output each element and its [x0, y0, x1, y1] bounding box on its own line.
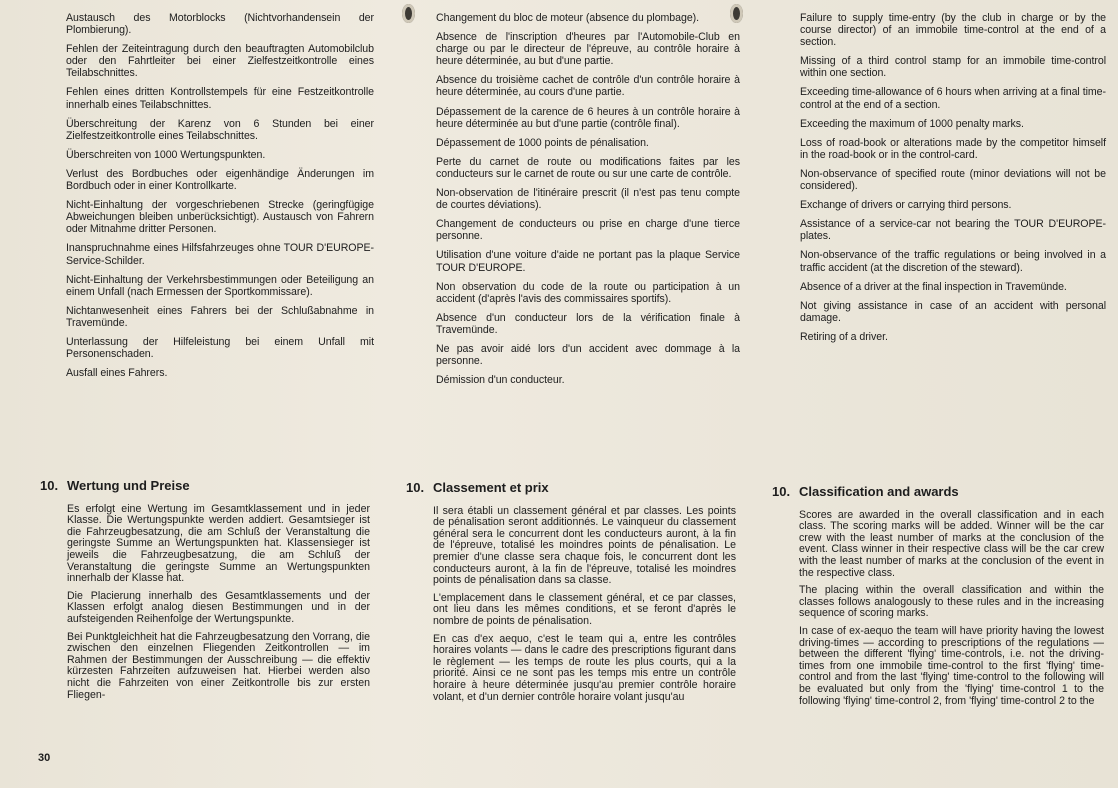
list-item: Ausfall eines Fahrers. [66, 367, 168, 380]
list-item: Exceeding the maximum of 1000 penalty marks. [800, 117, 1024, 130]
list-item: Loss of road-book or alterations made by the competitor himself in the road-book or in the control-card. [800, 136, 1106, 161]
list-item: Inanspruchnahme eines Hilfsfahrzeuges ohne TOUR D'EUROPE-Service-Schilder. [66, 242, 374, 267]
list-item: Not giving assistance in case of an accident with personal damage. [800, 299, 1106, 324]
french-list [436, 12, 740, 393]
list-item: Fehlen der Zeiteintragung durch den beauftragten Automobilclub oder den Fahrtleiter bei einer Zielfestzeitkontrolle eines Teilabschnittes. [66, 43, 374, 80]
list-item: Dépassement de la carence de 6 heures à un contrôle horaire à heure déterminée au but d'une partie (contrôle final). [436, 105, 740, 130]
section-title: Classification and awards [799, 484, 959, 499]
list-item: Failure to supply time-entry (by the club in charge or by the course director) of an immobile time-control at the end of a section. [800, 12, 1106, 49]
paragraph: Scores are awarded in the overall classification and in each class. The scoring marks will be added. Winner will be the car crew with the least number of marks at the conclusion of the event. Class winner in their respective class will be the car crew with the least number of marks at the conclusion of the event in the respective class. [799, 508, 1104, 579]
section-heading [40, 480, 370, 492]
german-list [66, 12, 374, 386]
list-item: Non-observation de l'itinéraire prescrit (il n'est pas tenu compte de courtes déviations). [436, 187, 740, 212]
section-body [799, 510, 1104, 708]
list-item: Changement du bloc de moteur (absence du plombage). [436, 12, 700, 24]
paragraph: Bei Punktgleichheit hat die Fahrzeugbesatzung den Vorrang, die zwischen den einzelnen Fliegenden Zeitkontrollen — im Rahmen der Bestimmungen der Ausschreibung — die effektiv kürzesten Fahrzeiten aufzuweisen hat. Hierbei werden also nicht die Fahrzeiten von einer Zeitkontrolle bis zur ersten Fliegen- [67, 630, 370, 701]
list-item: Absence de l'inscription d'heures par l'Automobile-Club en charge ou par le directeur de l'épreuve, au contrôle horaire à heure déterminée, au but d'une partie. [436, 31, 740, 68]
list-item: Ne pas avoir aidé lors d'un accident avec dommage à la personne. [436, 342, 740, 368]
paragraph: The placing within the overall classification and within the classes follows analogously to these rules and in the increasing sequence of scoring marks. [799, 584, 1104, 620]
list-item: Unterlassung der Hilfeleistung bei einem Unfall mit Personenschaden. [66, 335, 374, 361]
paragraph: Die Placierung innerhalb des Gesamtklassements und der Klassen erfolgt analog diesen Bestimmungen und in der aufsteigenden Reihenfolge der Wertungspunkte. [67, 589, 370, 625]
list-item: Überschreiten von 1000 Wertungspunkten. [66, 148, 266, 161]
list-item: Austausch des Motorblocks (Nichtvorhandensein der Plombierung). [66, 12, 374, 37]
section-number: 10. [40, 478, 59, 493]
english-section-10 [772, 486, 1104, 713]
list-item: Missing of a third control stamp for an immobile time-control within one section. [800, 55, 1106, 80]
list-item: Exchange of drivers or carrying third persons. [800, 199, 1012, 212]
list-item: Utilisation d'une voiture d'aide ne portant pas la plaque Service TOUR D'EUROPE. [436, 249, 740, 274]
list-item: Absence d'un conducteur lors de la vérification finale à Travemünde. [436, 311, 740, 336]
section-heading [406, 482, 736, 494]
list-item: Non-observance of the traffic regulations or being involved in a traffic accident (at the discretion of the steward). [800, 249, 1106, 274]
list-item: Absence du troisième cachet de contrôle d'un contrôle horaire à heure déterminée, au cours d'une partie. [436, 74, 740, 99]
paragraph: In case of ex-aequo the team will have priority having the lowest driving-times — according to prescriptions of the regulations — between the different 'flying' time-controls, i.e. not the driving-times from one immobile time-control to the first 'flying' time-control and from the last 'flying' time-control to the following will be evaluated but only from the 'flying' time-control 1 to the following 'flying' time-control 2, from 'flying' time-control 2 to the [799, 624, 1104, 707]
section-title: Wertung und Preise [67, 478, 190, 493]
section-body [67, 504, 370, 702]
list-item: Non observation du code de la route ou participation à un accident (d'après l'avis des commissaires sportifs). [436, 280, 740, 305]
list-item: Überschreitung der Karenz von 6 Stunden bei einer Zielfestzeitkontrolle eines Teilabschnittes. [66, 117, 374, 142]
list-item: Démission d'un conducteur. [436, 374, 565, 387]
list-item: Nicht-Einhaltung der Verkehrsbestimmungen oder Beteiligung an einem Unfall (nach Ermessen der Sportkommissare). [66, 273, 374, 298]
list-item: Nichtanwesenheit eines Fahrers bei der Schlußabnahme in Travemünde. [66, 304, 374, 329]
list-item: Retiring of a driver. [800, 330, 888, 343]
paragraph: Es erfolgt eine Wertung im Gesamtklassement und in jeder Klasse. Die Wertungspunkte werden addiert. Gesamtsieger ist die Fahrzeugbesatzung, die am Schluß der Veranstaltung die geringste Summe an Wertungspunkten hat. Klassensieger ist jeweils die Fahrzeugbesatzung, die am Schluß der Veranstaltung die geringste Summe an Wertungspunkten innerhalb der Klasse hat. [67, 502, 370, 585]
list-item: Changement de conducteurs ou prise en charge d'une tierce personne. [436, 218, 740, 243]
paragraph: Il sera établi un classement général et par classes. Les points de pénalisation seront additionnés. Le vainqueur du classement général sera le concurrent dont les conducteurs auront, à la fin de l'épreuve, totalisé les moindres points de pénalisation. Le premier d'une classe sera chaque fois, le concurrent dont les conducteurs auront, à la fin de l'épreuve, totalisé les moindres points de pénalisation dans sa classe. [433, 504, 736, 587]
list-item: Exceeding time-allowance of 6 hours when arriving at a final time-control at the end of a section. [800, 86, 1106, 111]
section-body [433, 506, 736, 704]
list-item: Assistance of a service-car not bearing the TOUR D'EUROPE-plates. [800, 218, 1106, 243]
list-item: Verlust des Bordbuches oder eigenhändige Änderungen im Bordbuch oder in einer Kontrollkarte. [66, 167, 374, 193]
list-item: Non-observance of specified route (minor deviations will not be considered). [800, 167, 1106, 193]
paragraph: L'emplacement dans le classement général, et ce par classes, ont lieu dans les mêmes conditions, et se feront d'après le nombre de points de pénalisation. [433, 591, 736, 627]
paragraph: En cas d'ex aequo, c'est le team qui a, entre les contrôles horaires volants — dans le cadre des prescriptions figurant dans le règlement — les temps de route les plus courts, qui a la priorité. Ainsi ce ne sont pas les temps mis entre un contrôle horaire à heure déterminée jusqu'au premier contrôle horaire volant, et d'un dernier contrôle horaire volant jusqu'au [433, 632, 736, 703]
page-number: 30 [38, 752, 51, 764]
section-number: 10. [772, 484, 791, 499]
section-title: Classement et prix [433, 480, 549, 495]
list-item: Absence of a driver at the final inspection in Travemünde. [800, 280, 1067, 293]
punch-hole-icon [402, 4, 415, 23]
german-section-10 [40, 480, 370, 707]
list-item: Nicht-Einhaltung der vorgeschriebenen Strecke (geringfügige Abweichungen bleiben unberücksichtigt). Austausch von Fahrern oder Mitnahme dritter Personen. [66, 199, 374, 236]
english-list [800, 12, 1106, 350]
list-item: Fehlen eines dritten Kontrollstempels für eine Festzeitkontrolle innerhalb eines Teilabschnittes. [66, 86, 374, 111]
section-heading [772, 486, 1104, 498]
french-section-10 [406, 482, 736, 709]
list-item: Dépassement de 1000 points de pénalisation. [436, 136, 649, 149]
list-item: Perte du carnet de route ou modifications faites par les conducteurs sur le carnet de route ou sur une carte de contrôle. [436, 155, 740, 180]
section-number: 10. [406, 480, 425, 495]
